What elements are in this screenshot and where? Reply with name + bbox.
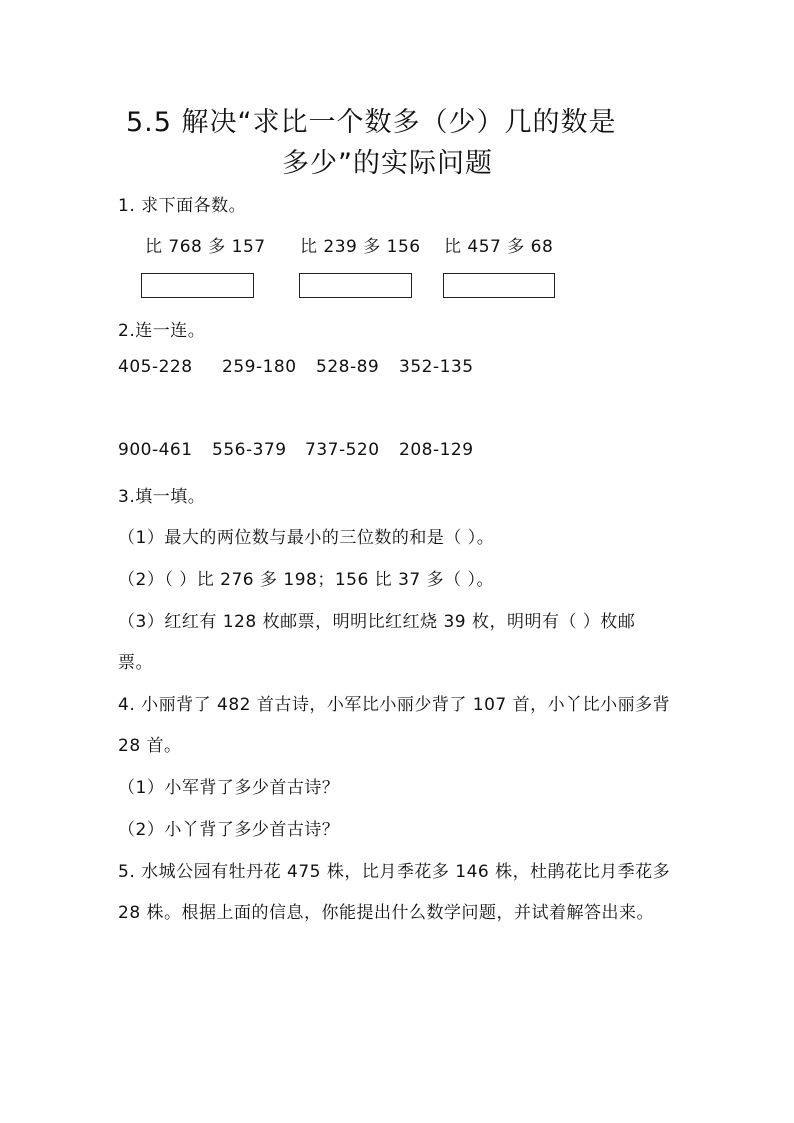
q3-item-3-line-2: 票。	[118, 653, 153, 673]
q2-bottom-expression-2: 556-379	[212, 440, 287, 460]
q1-answer-box-3[interactable]	[443, 273, 555, 298]
page-title-line-2: 多少”的实际问题	[282, 148, 493, 179]
q4-sub-question-2: （2）小丫背了多少首古诗？	[118, 820, 340, 840]
q2-heading: 2.连一连。	[118, 321, 206, 341]
q1-item-2: 比 239 多 156	[300, 237, 421, 257]
q3-heading: 3.填一填。	[118, 487, 206, 507]
q1-item-3: 比 457 多 68	[444, 237, 554, 257]
q3-item-2: （2）（ ）比 276 多 198；156 比 37 多（ ）。	[118, 570, 495, 590]
q1-item-1: 比 768 多 157	[145, 237, 266, 257]
q2-bottom-expression-3: 737-520	[305, 440, 380, 460]
page-title-line-1: 5.5 解决“求比一个数多（少）几的数是	[126, 107, 617, 138]
q5-line-2: 28 株。根据上面的信息，你能提出什么数学问题，并试着解答出来。	[118, 903, 655, 923]
q3-item-3-line-1: （3）红红有 128 枚邮票，明明比红红烧 39 枚，明明有（ ）枚邮	[118, 612, 636, 632]
q2-top-expression-4: 352-135	[399, 357, 474, 377]
q1-answer-box-2[interactable]	[299, 273, 412, 298]
q4-sub-question-1: （1）小军背了多少首古诗？	[118, 778, 340, 798]
q2-bottom-expression-1: 900-461	[118, 440, 193, 460]
q2-top-expression-1: 405-228	[118, 357, 193, 377]
q1-heading: 1. 求下面各数。	[118, 196, 247, 216]
q4-line-2: 28 首。	[118, 736, 182, 756]
q3-item-1: （1）最大的两位数与最小的三位数的和是（ ）。	[118, 528, 495, 548]
q4-line-1: 4. 小丽背了 482 首古诗，小军比小丽少背了 107 首，小丫比小丽多背	[118, 695, 671, 715]
q2-bottom-expression-4: 208-129	[399, 440, 474, 460]
q2-top-expression-2: 259-180	[222, 357, 297, 377]
q5-line-1: 5. 水城公园有牡丹花 475 株，比月季花多 146 株，杜鹃花比月季花多	[118, 862, 671, 882]
q1-answer-box-1[interactable]	[141, 273, 254, 298]
q2-top-expression-3: 528-89	[316, 357, 380, 377]
